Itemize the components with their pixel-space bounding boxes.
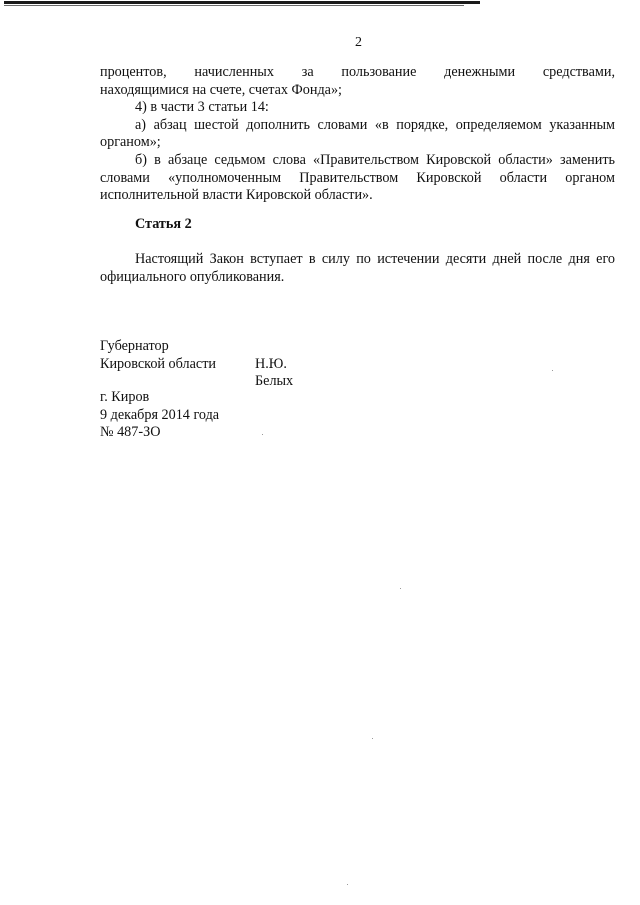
article-2-heading: Статья 2 [135,216,192,232]
article-2-text: Настоящий Закон вступает в силу по истечении десяти дней после дня его официального опубликования. [100,251,615,285]
item-4-intro: 4) в части 3 статьи 14: [135,99,269,116]
continuation-line-2: находящимися на счете, счетах Фонда»; [100,81,343,98]
signatory-name: Н.Ю. Белых [255,355,294,390]
signatory-title-line-2: Кировской области [100,355,216,372]
scan-speck [347,884,348,885]
law-number: № 487-ЗО [100,424,161,441]
top-border-line [4,1,480,4]
law-date: 9 декабря 2014 года [100,406,220,423]
scan-speck [262,434,263,435]
city: г. Киров [100,389,150,405]
place-date-block [100,389,219,442]
amendments-text [100,64,615,205]
top-border-line-thin [4,5,464,6]
item-4-subitem-a: а) абзац шестой дополнить словами «в порядке, определяемом указанным органом»; [100,116,615,151]
scan-speck [400,588,401,589]
continuation-line-1: процентов, начисленных за пользование денежными средствами, [100,64,615,80]
signatory-title-line-1: Губернатор [100,338,169,354]
article-2-text-block [100,251,615,286]
item-4-subitem-b: б) в абзаце седьмом слова «Правительством Кировской области» заменить словами «уполномоченным Правительством Кировской области органом исполнительной власти Кировской области». [100,151,615,204]
scan-speck [552,370,553,371]
page-number: 2 [355,35,362,50]
signature-block [100,338,294,390]
scan-speck [372,738,373,739]
